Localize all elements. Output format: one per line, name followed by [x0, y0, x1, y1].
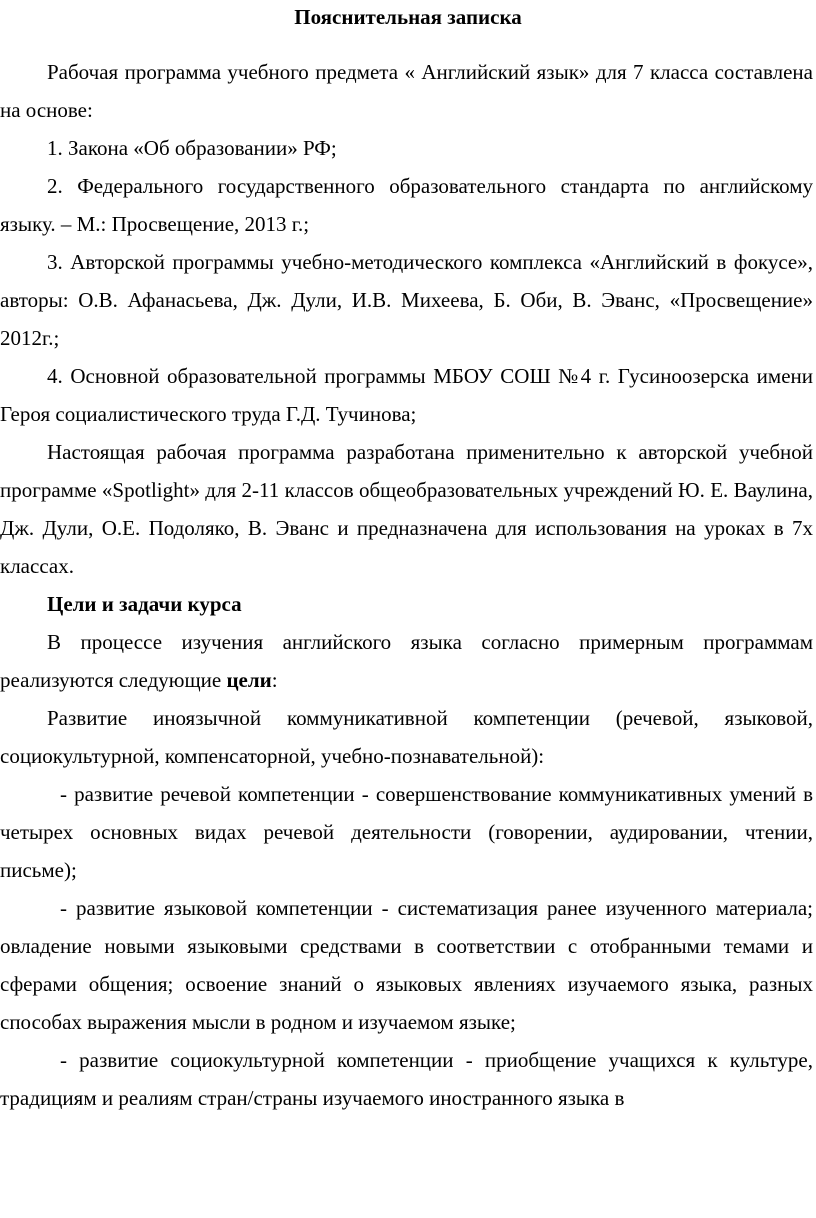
- intro-paragraph: Рабочая программа учебного предмета « Английский язык» для 7 класса составлена на основе:: [0, 60, 813, 122]
- goals-heading: Цели и задачи курса: [47, 592, 242, 616]
- goals-intro-bold-word: цели: [226, 668, 272, 692]
- document-title: Пояснительная записка: [294, 5, 522, 29]
- competence-intro-paragraph: Развитие иноязычной коммуникативной компетенции (речевой, языковой, социокультурной, компенсаторной, учебно-познавательной):: [0, 706, 813, 768]
- program-note-paragraph: Настоящая рабочая программа разработана применительно к авторской учебной программе «Spotlight» для 2-11 классов общеобразовательных учреждений Ю. Е. Ваулина, Дж. Дули, О.Е. Подоляко, В. Эванс и предназначена для использования на уроках в 7х классах.: [0, 440, 813, 578]
- competence-item-speech: - развитие речевой компетенции - совершенствование коммуникативных умений в четырех основных видах речевой деятельности (говорении, аудировании, чтении, письме);: [0, 782, 813, 882]
- document-body: [0, 53, 813, 1117]
- competence-item-language: - развитие языковой компетенции - систематизация ранее изученного материала; овладение новыми языковыми средствами в соответствии с отобранными темами и сферами общения; освоение знаний о языковых явлениях изучаемого языка, разных способах выражения мысли в родном и изучаемом языке;: [0, 896, 813, 1034]
- basis-item-4: 4. Основной образовательной программы МБОУ СОШ №4 г. Гусиноозерска имени Героя социалистического труда Г.Д. Тучинова;: [0, 364, 813, 426]
- basis-item-3: 3. Авторской программы учебно-методического комплекса «Английский в фокусе», авторы: О.В. Афанасьева, Дж. Дули, И.В. Михеева, Б. Оби, В. Эванс, «Просвещение» 2012г.;: [0, 250, 813, 350]
- goals-intro-text: В процессе изучения английского языка согласно примерным программам реализуются следующие: [0, 630, 813, 692]
- goals-intro-colon: :: [271, 668, 278, 692]
- basis-item-2: 2. Федерального государственного образовательного стандарта по английскому языку. – М.: Просвещение, 2013 г.;: [0, 174, 813, 236]
- basis-item-1: 1. Закона «Об образовании» РФ;: [47, 136, 337, 160]
- competence-item-sociocultural: - развитие социокультурной компетенции - приобщение учащихся к культуре, традициям и реалиям стран/страны изучаемого иностранного языка в: [0, 1048, 813, 1110]
- goals-intro-paragraph: [0, 623, 813, 699]
